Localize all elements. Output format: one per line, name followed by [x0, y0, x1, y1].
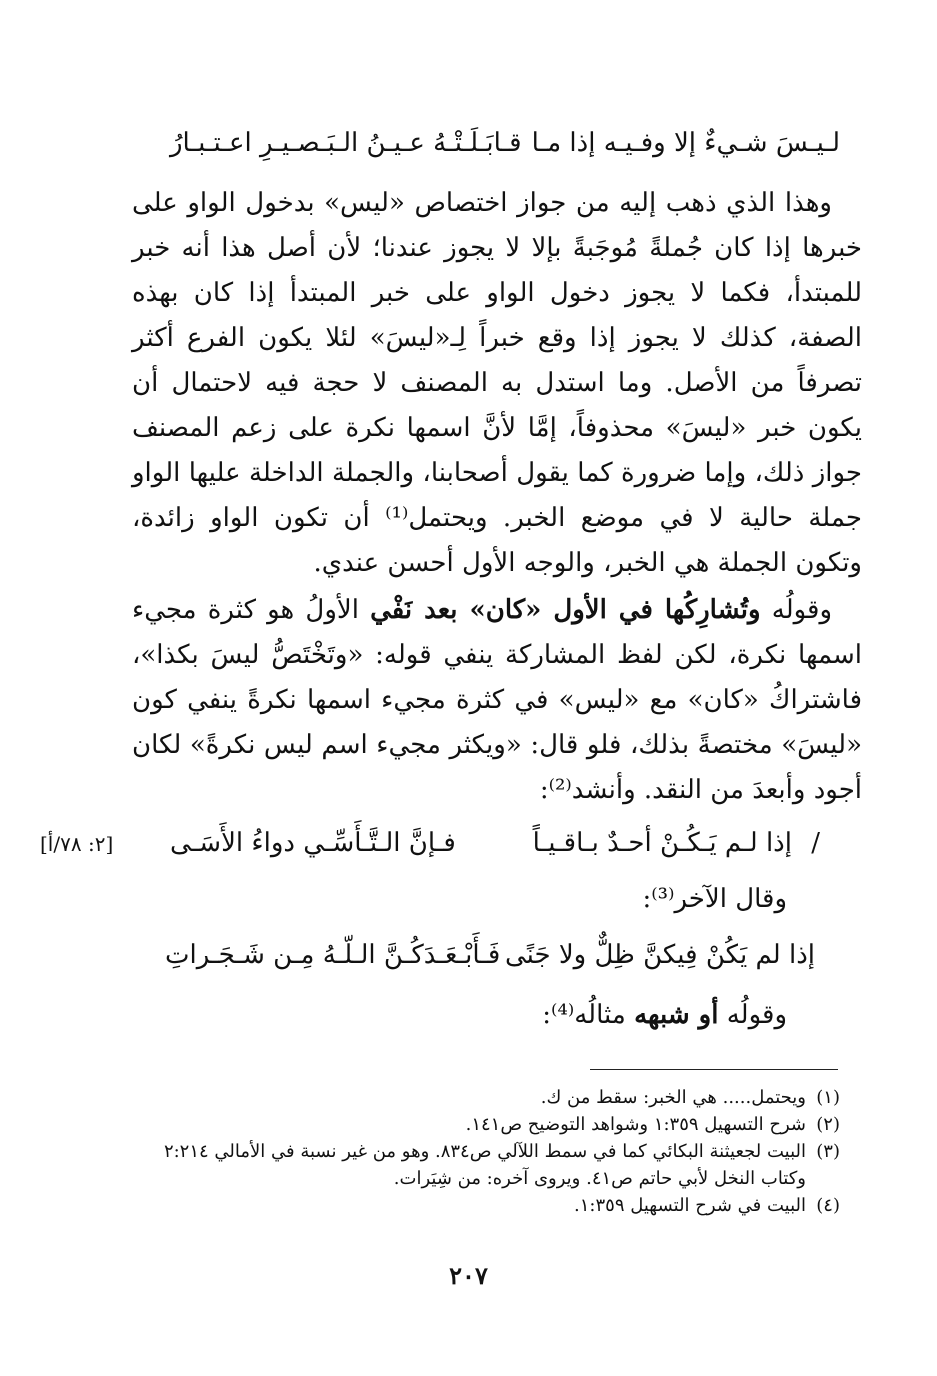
verse-2-first-hemistich: إذا لـم يَـكُـنْ أحـدٌ بـاقـيـاً	[532, 828, 792, 858]
paragraph-2-lead: وقولُه	[771, 595, 833, 625]
footnote-divider	[590, 1069, 838, 1070]
verse-3-second-hemistich: فَـأَبْـعَـدَكُـنَّ الـلّـهُ مِـن شَـجَـراتِ	[165, 940, 501, 970]
paragraph-2	[132, 588, 862, 813]
paragraph-1	[132, 181, 862, 586]
footnote-text: شرح التسهيل ١:٣٥٩ وشواهد التوضيح ص١٤١.	[465, 1114, 806, 1135]
paragraph-1-text: وهذا الذي ذهب إليه من جواز اختصاص «ليس» بدخول الواو على خبرها إذا كان جُملةً مُوجَبةً بإلا لا يجوز عندنا؛ لأن أصل هذا أنه خبر للمبتدأ، فكما لا يجوز دخول الواو على خبر المبتدأ إذا كان بهذه الصفة، كذلك لا يجوز إذا وقع خبراً لِـ«ليسَ» لئلا يكون الفرع أكثر تصرفاً من الأصل. وما استدل به المصنف لا حجة فيه لاحتمال أن يكون خبر «ليسَ» محذوفاً، إمَّا لأنَّ اسمها نكرة على زعم المصنف جواز ذلك، وإما ضرورة كما يقول أصحابنا، والجملة الداخلة عليها الواو جملة حالية لا في موضع الخبر. ويحتمل⁽¹⁾ أن تكون الواو زائدة، وتكون الجملة هي الخبر، والوجه الأول أحسن عندي.	[132, 188, 862, 578]
verse-2	[150, 828, 820, 868]
intro-verse-4-bold: أو شبهه	[634, 1000, 719, 1030]
footnote-number: (٣)	[816, 1141, 840, 1162]
intro-verse-4-lead: وقولُه	[726, 1000, 787, 1030]
footnote	[118, 1111, 840, 1138]
manuscript-page-reference: [٢: ٧٨/أ]	[40, 832, 114, 856]
footnote	[118, 1192, 840, 1219]
verse-2-marker: /	[811, 828, 820, 858]
intro-verse-4-rest: مثالُه⁽⁴⁾:	[542, 1000, 626, 1030]
paragraph-2-quoted-phrase: وتُشارِكُها في الأول «كان» بعد نَفْي	[370, 595, 761, 625]
footnote-number: (٤)	[816, 1195, 840, 1216]
paragraph-2-text: الأولُ هو كثرة مجيء اسمها نكرة، لكن لفظ المشاركة ينفي قوله: «وتَخْتَصُّ ليسَ بكذا»، فاشتراكُ «كان» مع «ليس» في كثرة مجيء اسمها نكرةً ينفي كون «ليسَ» مختصةً بذلك، فلو قال: «ويكثر مجيء اسم ليس نكرةً» لكان أجود وأبعدَ من النقد. وأنشد⁽²⁾:	[132, 595, 862, 805]
footnote-text: البيت في شرح التسهيل ١:٣٥٩.	[574, 1195, 806, 1216]
verse-1-first-hemistich: لـيـسَ شـيءٌ إلا وفـيـه إذا مـا	[531, 128, 840, 158]
verse-1-second-hemistich: قـابَـلَـتْـهُ عـيـنُ الـبَـصـيـرِ اعـتـبـارُ	[170, 128, 522, 158]
footnote-number: (١)	[816, 1087, 840, 1108]
footnotes	[118, 1084, 840, 1219]
footnote-text: ويحتمل..... هي الخبر: سقط من ك.	[540, 1087, 806, 1108]
verse-2-second-hemistich: فـإنَّ الـتَّـأَسِّـي دواءُ الأَسَـى	[170, 828, 456, 858]
verse-1	[150, 128, 840, 168]
footnote-text: البيت لجعيثنة البكائي كما في سمط اللآلي ص٨٣٤. وهو من غير نسبة في الأمالي ٢:٢١٤ وكتاب النخل لأبي حاتم ص٤١. ويروى آخره: من شِيَرات.	[163, 1141, 806, 1189]
verse-3	[150, 940, 815, 980]
intro-verse-4	[542, 1000, 787, 1030]
footnote-number: (٢)	[816, 1114, 840, 1135]
footnote	[118, 1084, 840, 1111]
page-number: ٢٠٧	[449, 1261, 488, 1290]
footnote	[118, 1138, 840, 1192]
intro-verse-3: وقال الآخر⁽³⁾:	[642, 884, 787, 914]
verse-3-first-hemistich: إذا لم يَكُنْ فِيكنَّ ظِلٌّ ولا جَنًى	[504, 940, 815, 970]
